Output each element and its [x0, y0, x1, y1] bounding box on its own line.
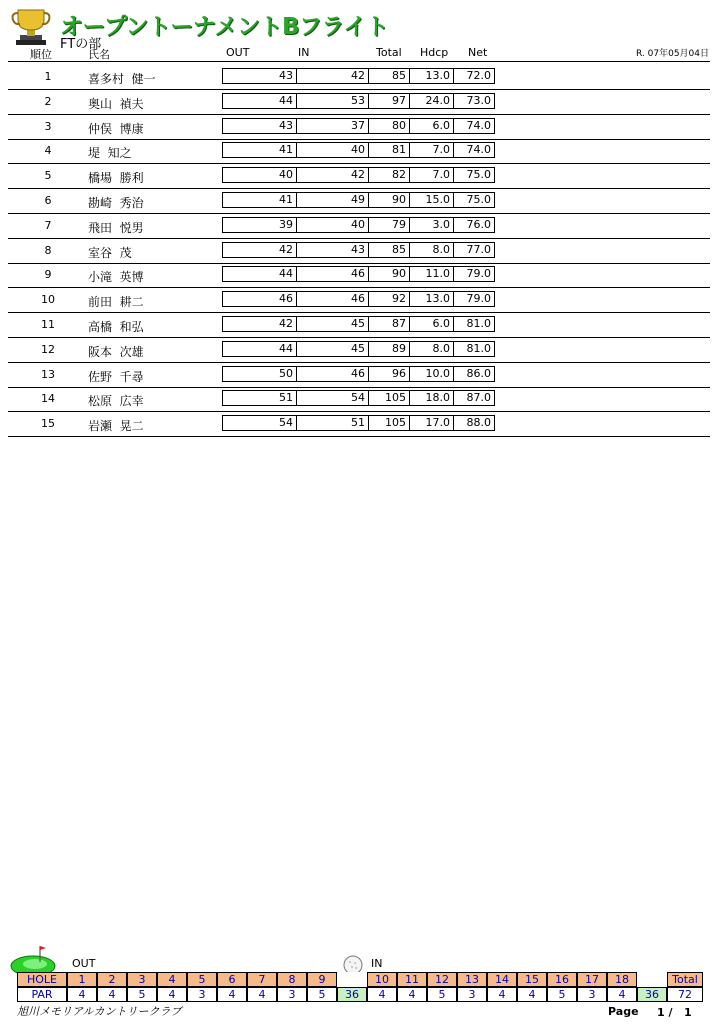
in-cell: 40	[296, 217, 368, 233]
in-par-subtotal: 36	[637, 987, 667, 1002]
out-cell: 40	[222, 167, 296, 183]
hdcp-cell: 11.0	[409, 266, 453, 282]
par-value-cell: 3	[187, 987, 217, 1002]
net-cell: 79.0	[453, 291, 495, 307]
par-label: PAR	[17, 987, 67, 1002]
out-cell: 54	[222, 415, 296, 431]
par-total-cell: 72	[667, 987, 703, 1002]
hole-label: HOLE	[17, 972, 67, 987]
in-cell: 42	[296, 167, 368, 183]
hdcp-cell: 3.0	[409, 217, 453, 233]
hdcp-cell: 7.0	[409, 167, 453, 183]
col-header-out: OUT	[226, 46, 250, 59]
total-cell: 82	[368, 167, 409, 183]
out-cell: 44	[222, 341, 296, 357]
total-cell: 87	[368, 316, 409, 332]
total-cell: 90	[368, 192, 409, 208]
in-cell: 42	[296, 68, 368, 84]
par-value-cell: 4	[487, 987, 517, 1002]
table-row	[8, 163, 710, 189]
hdcp-cell: 6.0	[409, 316, 453, 332]
rank-cell: 12	[41, 342, 55, 356]
table-row	[8, 312, 710, 338]
net-cell: 76.0	[453, 217, 495, 233]
net-cell: 86.0	[453, 366, 495, 382]
player-name-cell: 堤 知之	[88, 146, 132, 161]
par-value-cell: 4	[67, 987, 97, 1002]
rank-cell: 8	[44, 243, 52, 257]
out-cell: 43	[222, 118, 296, 134]
hole-number-cell: 10	[367, 972, 397, 987]
hdcp-cell: 6.0	[409, 118, 453, 134]
table-row	[8, 362, 710, 388]
player-name-cell: 飛田 悦男	[88, 220, 144, 235]
net-cell: 74.0	[453, 118, 495, 134]
table-row	[8, 337, 710, 363]
total-cell: 90	[368, 266, 409, 282]
out-cell: 50	[222, 366, 296, 382]
out-cell: 41	[222, 192, 296, 208]
col-header-name: 氏名	[88, 48, 110, 61]
in-cell: 37	[296, 118, 368, 134]
in-cell: 43	[296, 242, 368, 258]
col-header-net: Net	[468, 46, 488, 59]
par-value-cell: 5	[127, 987, 157, 1002]
hole-number-cell: 3	[127, 972, 157, 987]
report-date: R. 07年05月04日	[635, 49, 709, 59]
player-name-cell: 高橋 和弘	[88, 320, 144, 334]
player-name-cell: 勘崎 秀治	[88, 196, 144, 210]
par-value-cell: 4	[607, 987, 637, 1002]
table-row	[8, 287, 710, 313]
par-value-cell: 5	[307, 987, 337, 1002]
hole-number-cell: 11	[397, 972, 427, 987]
in-cell: 45	[296, 316, 368, 332]
par-value-cell: 3	[277, 987, 307, 1002]
col-header-in: IN	[298, 46, 310, 59]
net-cell: 74.0	[453, 142, 495, 158]
rank-cell: 6	[44, 194, 52, 207]
rank-cell: 3	[44, 119, 52, 133]
net-cell: 79.0	[453, 266, 495, 282]
out-subtotal-spacer	[337, 972, 367, 987]
col-header-total: Total	[376, 46, 402, 59]
hdcp-cell: 13.0	[409, 68, 453, 84]
out-cell: 51	[222, 390, 296, 406]
out-cell: 42	[222, 316, 296, 332]
rank-cell: 15	[41, 417, 55, 431]
rank-cell: 11	[41, 318, 55, 331]
par-value-cell: 3	[457, 987, 487, 1002]
table-row	[8, 138, 710, 164]
par-value-cell: 4	[517, 987, 547, 1002]
net-cell: 75.0	[453, 192, 495, 208]
hole-number-cell: 17	[577, 972, 607, 987]
table-row	[8, 386, 710, 412]
player-name-cell: 松原 広幸	[88, 394, 144, 409]
table-row	[8, 114, 710, 140]
hdcp-cell: 17.0	[409, 415, 453, 431]
total-cell: 105	[368, 390, 409, 406]
player-name-cell: 仲俣 博康	[88, 121, 144, 136]
hdcp-cell: 13.0	[409, 291, 453, 307]
hdcp-cell: 24.0	[409, 93, 453, 109]
total-cell: 105	[368, 415, 409, 431]
out-cell: 44	[222, 93, 296, 109]
hole-number-cell: 6	[217, 972, 247, 987]
par-value-cell: 5	[547, 987, 577, 1002]
rank-cell: 7	[44, 218, 52, 232]
player-name-cell: 橋場 勝利	[88, 171, 144, 186]
net-cell: 72.0	[453, 68, 495, 84]
player-name-cell: 佐野 千尋	[88, 369, 144, 384]
par-value-cell: 4	[367, 987, 397, 1002]
out-cell: 39	[222, 217, 296, 233]
table-row	[8, 262, 710, 288]
par-value-cell: 4	[97, 987, 127, 1002]
in-cell: 46	[296, 291, 368, 307]
total-cell: 97	[368, 93, 409, 109]
total-cell: 79	[368, 217, 409, 233]
in-cell: 40	[296, 142, 368, 158]
hole-number-cell: 8	[277, 972, 307, 987]
player-name-cell: 室谷 茂	[88, 245, 132, 260]
page-title: オープントーナメントBフライト	[60, 14, 389, 40]
division-subtitle: FTの部	[60, 37, 102, 52]
rank-cell: 10	[41, 293, 55, 307]
hole-number-cell: 13	[457, 972, 487, 987]
in-cell: 46	[296, 366, 368, 382]
out-cell: 44	[222, 266, 296, 282]
total-cell: 96	[368, 366, 409, 382]
hole-number-cell: 14	[487, 972, 517, 987]
total-cell: 81	[368, 142, 409, 158]
out-cell: 41	[222, 142, 296, 158]
rank-cell: 1	[44, 70, 52, 83]
hdcp-cell: 8.0	[409, 242, 453, 258]
rank-cell: 4	[44, 144, 52, 158]
in-cell: 54	[296, 390, 368, 406]
header-divider	[8, 61, 710, 62]
net-cell: 87.0	[453, 390, 495, 406]
in-cell: 45	[296, 341, 368, 357]
table-row	[8, 89, 710, 115]
hdcp-cell: 18.0	[409, 390, 453, 406]
player-name-cell: 小滝 英博	[88, 270, 144, 285]
net-cell: 73.0	[453, 93, 495, 109]
hole-number-cell: 18	[607, 972, 637, 987]
player-name-cell: 喜多村 健一	[88, 72, 156, 86]
hole-number-cell: 1	[67, 972, 97, 987]
hole-number-cell: 16	[547, 972, 577, 987]
hdcp-cell: 7.0	[409, 142, 453, 158]
in-cell: 46	[296, 266, 368, 282]
hole-number-cell: 15	[517, 972, 547, 987]
hole-number-cell: 2	[97, 972, 127, 987]
col-header-rank: 順位	[30, 48, 52, 61]
hole-number-cell: 7	[247, 972, 277, 987]
par-value-cell: 3	[577, 987, 607, 1002]
par-value-cell: 5	[427, 987, 457, 1002]
hole-number-cell: 9	[307, 972, 337, 987]
total-cell: 80	[368, 118, 409, 134]
hole-number-cell: 5	[187, 972, 217, 987]
hole-number-cell: 12	[427, 972, 457, 987]
par-value-cell: 4	[397, 987, 427, 1002]
out-cell: 43	[222, 68, 296, 84]
table-row	[8, 188, 710, 214]
player-name-cell: 阪本 次雄	[88, 344, 144, 359]
in-cell: 53	[296, 93, 368, 109]
net-cell: 75.0	[453, 167, 495, 183]
table-row	[8, 64, 710, 90]
in-label: IN	[371, 957, 383, 970]
page-label: Page	[608, 1005, 639, 1018]
rank-cell: 14	[41, 392, 55, 406]
table-row	[8, 411, 710, 437]
out-cell: 42	[222, 242, 296, 258]
page-number: 1 / 1	[657, 1006, 692, 1019]
out-label: OUT	[72, 957, 96, 970]
total-cell: 85	[368, 68, 409, 84]
par-value-cell: 4	[217, 987, 247, 1002]
hdcp-cell: 15.0	[409, 192, 453, 208]
table-row	[8, 238, 710, 264]
hdcp-cell: 10.0	[409, 366, 453, 382]
player-name-cell: 奥山 禎夫	[88, 96, 144, 111]
net-cell: 81.0	[453, 341, 495, 357]
net-cell: 81.0	[453, 316, 495, 332]
net-cell: 77.0	[453, 242, 495, 258]
hdcp-cell: 8.0	[409, 341, 453, 357]
club-name: 旭川メモリアルカントリークラブ	[17, 1005, 182, 1018]
player-name-cell: 岩瀬 晃二	[88, 419, 144, 434]
out-par-subtotal: 36	[337, 987, 367, 1002]
table-row	[8, 213, 710, 239]
total-cell: 85	[368, 242, 409, 258]
in-cell: 51	[296, 415, 368, 431]
par-value-cell: 4	[157, 987, 187, 1002]
rank-cell: 9	[44, 268, 52, 282]
total-cell: 89	[368, 341, 409, 357]
rank-cell: 2	[44, 94, 52, 108]
net-cell: 88.0	[453, 415, 495, 431]
rank-cell: 13	[41, 367, 55, 381]
par-value-cell: 4	[247, 987, 277, 1002]
col-header-hdcp: Hdcp	[420, 46, 449, 59]
hole-number-cell: 4	[157, 972, 187, 987]
in-cell: 49	[296, 192, 368, 208]
total-cell: 92	[368, 291, 409, 307]
out-cell: 46	[222, 291, 296, 307]
total-label: Total	[667, 972, 703, 987]
rank-cell: 5	[44, 169, 52, 183]
trophy-icon	[10, 8, 56, 46]
player-name-cell: 前田 耕二	[88, 295, 144, 310]
